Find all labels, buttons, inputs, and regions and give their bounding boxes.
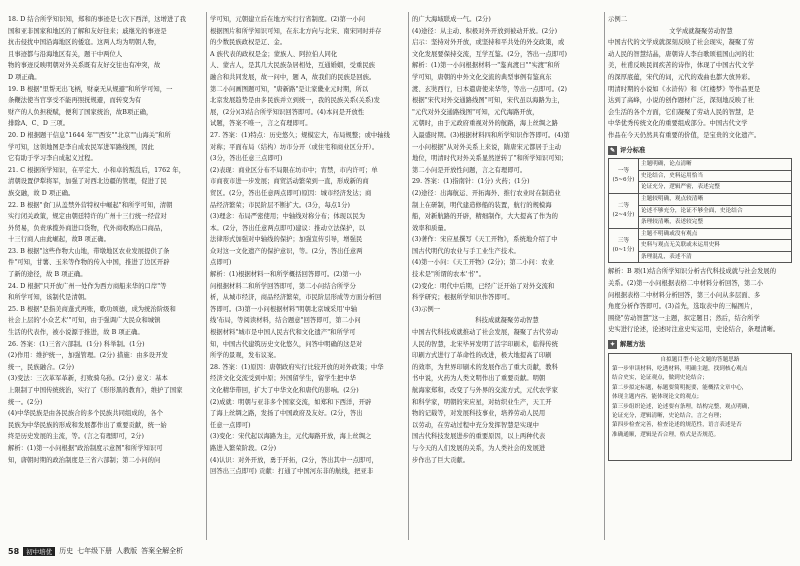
text-line: 国古代科技发展进步的重要原因，以上两种代表 [412,433,546,441]
text-line: 制上在研制，明代建造修船的装置，航行的规模海 [412,201,552,209]
text-line: 角度分析作答即可。(3)首先，选取表中的三幅图片， [608,303,757,311]
grade-label: 七年级下册 [77,547,113,555]
rubric-criterion: 史料与观点无关联或未运用史料 [639,240,792,252]
text-line: 29. 答案：(1)指南针：(1分) 火药；(1分) [412,178,530,186]
text-line: 文学成就凝聚劳动智慧 [669,27,733,35]
method-step: 准确通顺，逻辑是否合理，格式是否规范。 [612,431,720,438]
rubric-criterion: 史论结合，史料运用恰当 [639,170,792,182]
method-step: 论证充分，逻辑清晰，史论结合，言之有理； [612,413,725,420]
text-line: 和所学可知，该制代是清朝。 [8,294,91,302]
text-line: 对称；平面布局（结构）坊市分开（或住宅和商业区分开）。 [210,143,379,151]
text-line: 国和亚非国家和地区的了解和友好往来；戚继光的事迹是 [8,27,167,35]
text-line: 22. B 根据"食门从盖禁外营特权中崛起"和所学可知，清朝 [8,201,173,209]
text-line: 人、蒙古人，是其几大民族杂居相处，互通婚姻，受重民族 [210,62,376,70]
text-line: 展，(2分)(3)结合所学知识回答即可。(4)本问是开放性 [210,108,365,116]
text-line: D 项正确。 [8,73,41,81]
text-line: 民族为中华民族的形成和发展都作出了重要贡献，统一始 [8,421,167,429]
text-line: 路进入繁荣阶段。(2分) [210,444,277,452]
text-line: (2)变化：明代中后期，已经广泛开始了对外交流和 [412,282,555,290]
text-line: 地位，明清时代对外关系显然逆转了"和所学知识可知； [412,155,568,163]
text-line: 了新的途径，故 B 项正确。 [8,271,87,279]
text-line: 26. 答案：(1)三省六部制。(1分) 科举制。(1分) [8,340,145,348]
text-line: 史实进行论述，论述时注意史实运用，史论结合，条理清晰。 [608,326,780,334]
text-line: 融合和共同发展，故一问中，题 A，故我们的民族是回族。 [210,73,376,81]
analysis-text [608,266,794,336]
text-line: 明清时期的小说如《水浒传》和《红楼梦》等作品更是 [608,85,761,93]
method-step: 体现主题内容，能体现论文的观点； [612,394,703,401]
text-line: A 族代表的政权是金；蒙族人、阿拉伯人同化 [210,50,338,58]
text-line: 物的事迹反映明朝对外关系既有友好交往也有冲突，故 [8,62,161,70]
column-2 [210,14,406,478]
text-line: (2)作用：维护统一，加强管理。(2分) 措施：由多设开发 [8,352,168,360]
method-header [608,339,794,351]
brand-label: 初中培优 [23,547,55,556]
text-line: (4)第一小问：《天工开物》(2分)；第二小问：农业 [412,259,554,267]
text-line: 的深厚底蕴，宋代的词，元代的戏曲也都大放异彩。 [608,73,754,81]
text-line: 任意一点即可) [210,421,251,429]
text-line: 实行闭关政策，规定由朝廷特许的广州十三行统一经营对 [8,213,167,221]
text-line: 美，杜甫反映民间疾苦的诗作，体现了中国古代文学 [608,62,754,70]
text-line: 会生活的各个方面，它们凝聚了劳动人民的智慧，是 [608,108,754,116]
text-line: 科技成就凝聚劳动智慧 [475,317,539,325]
text-line: 23. B 根据"这些作物大山地，带墩地区农业发展提供了条 [8,247,170,255]
text-line: 渡、玄奘西行，日本遣唐使来华等，等出一点即可。(2) [412,85,568,93]
text-line: 根据图片和所学知识可知，在东北方向与北宋、南宋同时并存 [210,27,382,35]
text-line: 启示：坚持对外开放，或坚持和平共处的外交政策，或 [412,39,565,47]
text-line: 航海家郑和，改变了与外界的交流方式，元代农学家 [412,387,558,394]
rubric-level [609,159,639,194]
text-line: 所学的景观，发布议案。 [210,352,280,360]
text-line: 外贸易，负责承揽外商进口货物，代外商收购出口商品， [8,224,167,232]
text-line: 动人民的智慧结晶，唐朝诗人李白歌颂祖国山河的壮 [608,50,754,58]
text-line: 与今天的人们发展的关系，为人类社会的发展进 [412,444,546,452]
method-box-title: 自拟题目型小论文题的答题思路 [660,356,740,363]
essay-example-2 [608,14,794,142]
text-line: 答即可。(3)第一小问根据材料"明朝北京城采用'中轴 [210,305,358,313]
lightbulb-icon: ✦ [609,341,616,349]
text-line: 作品在今天仍然具有重要的价值，是宝贵的文化遗产。 [608,131,761,139]
text-line: 了海上丝绸之路，发扬了中国政府及友好。(2分，答出 [210,410,363,418]
text-line: 它有助于学习李自成起义过程。 [8,155,97,163]
text-line: 法律形式加强对中轴线的保护；加强宣传引导，增强民 [210,236,363,244]
text-line: 一小问根据"从对外关系上来说，隋唐宋元都居于主动 [412,143,561,151]
text-line: 文化发展要保持交流，互学互鉴。(2分，答出一点即可) [412,50,568,58]
text-line: 十三行商人由此崛起，故B 项正确。 [8,236,110,244]
method-title: 解题方法 [620,341,646,349]
text-line: 生活的代表作，被小说源于推进，故 B 项正确。 [8,329,144,337]
rubric-title: 评分标准 [620,146,646,154]
method-step: 结合史实，论证观点，做到史论结合； [612,375,708,382]
text-line: 市商夜市进一步发展；商贸活动繁荣到一直，形成新的商 [210,178,369,186]
column-divider [206,12,207,540]
text-line: 试题，答案不唯一，言之有理即可。 [210,120,312,128]
rubric-criterion: 论证充分，逻辑严密，表述完整 [639,182,792,194]
text-line: 解析：B 项(1)结合所学知识分析古代科技成就与社会发展的 [608,268,777,276]
text-line: 科学研究；根据所学知识作答即可。 [412,294,514,302]
text-line: 的效率，为世界印刷术的发展作出了重大贡献，教科 [412,363,558,371]
text-line: (2)表现：商业区分布不局限在坊市中；宵禁，市内许可；单 [210,166,378,174]
text-line: 问根据材料二和所学回答即可，第二小问结合所学分 [210,282,356,290]
rubric-criterion: 主题较明确，观点较清晰 [639,193,792,205]
text-line: 以劳动，在劳动过程中充分发挥智慧是实现中 [412,421,539,429]
text-line: 技术是"所谓的农本'书'"。 [412,271,485,279]
text-line: 点即可) [210,259,232,267]
rubric-row [609,228,792,240]
text-line: 析，从城市经济，商品经济繁荣，市民阶层形成等方面分析回 [210,294,382,302]
rubric-row [609,193,792,205]
text-line: 国古代明代的农业与手工业生产技术。 [412,247,520,255]
text-line: 元朝时，由于元政府重视对外的航路，海上丝绸之路 [412,120,558,128]
text-line: 经济文化交流受到中原；外国留学生，留学生把中华 [210,375,356,383]
text-line: 示例二 [608,16,628,23]
rubric-level-name: 一等 [617,168,630,175]
text-line: 第二小问是开放性问题，言之有理即可。 [412,166,527,174]
text-line: 学可知，这领地图是李自成农民军进军路线图，因此 [8,143,154,151]
text-line: 达到了高峰，小说的创作题材广泛，深刻地反映了社 [608,97,754,105]
text-line: 学可知，元朝建立后在地方实行行省制度。(2)第一小问 [210,16,366,23]
text-line: 北京发展趋势是由多民族并立到统一，我的民族关系(关系)发 [210,97,381,105]
text-line: 21. C 根据所学知识，在平定大、小和卓的叛乱后，1762 年， [8,166,186,174]
text-line: 问根据表格二中材料分析回答，第三小问从多层面、多 [608,291,761,299]
column-4 [608,14,794,461]
text-line: 和科学家，明朝的宋应星，对纺织业生产，天工开 [412,398,552,406]
text-line: 船，对新航路的开辟，精细制作，大大提高了作为的 [412,213,558,221]
text-line: 文化精华带回，扩大了中华文化和唐代的影响。(2分) [210,387,359,394]
text-line: 第二小问画图题可知，"唐新路"是让家畿业元时期，所以 [210,85,369,93]
rubric-header [608,145,794,157]
text-line: 关系。(2)第一小问根据表格二中材料分析回答，第二小 [608,280,764,288]
text-line: 25. B 根据"是指美商蓬式再账，歌功颂德，成为统治阶级和 [8,305,176,313]
text-line: 中国古代科技成就推动了社会发展，凝聚了古代劳动 [412,329,558,337]
rubric-table [608,158,792,263]
text-line: 19. B 根据"里帮无出飞柄，财豪无从规避"和所学可知，一 [8,85,173,93]
text-line: 围绕"劳动智慧"这一主题，拟定题目；然后，结合所学 [608,314,760,322]
text-line: 的少数民族政权是辽、金。 [210,39,287,47]
text-line: 回答出三点即可) 贡献：打通了中国河东非的航线，把亚非 [210,468,374,476]
text-line: 物的记载等，对发展科技事业，培养劳动人民用 [412,410,546,418]
text-line: 贸区。(2分，答出任意两点即可)原因：城市经济发达；商 [210,189,372,197]
text-line: 知，唐朝时期的政治制度是三省六部制；第二小问的问 [8,456,161,464]
text-line: 清朝设置伊犁将军，加强了对西北边疆的管理，促进了民 [8,178,167,186]
text-line: 解析：(1)根据材料一和所学概括回答即可。(2)第一小 [210,271,362,279]
edition-label: 人教版 [116,547,138,555]
text-line: 排除A、C、D 三项。 [8,120,70,128]
rubric-level-score: (0~1分) [612,246,635,253]
text-line: 解析：(1)第一小问根据材料一"鉴真渡日""实渡"和所 [412,62,560,70]
text-line: (3)理念：布局严密使用；中轴线对称分布；体现以民为 [210,213,366,221]
text-line: 上限制了中国传统统治，实行了《形形黑的教育》，维护了国家 [8,387,183,394]
rubric-criterion: 论述不够充分，论证不够全面，史论结合 [639,205,792,217]
text-line: 族交融，故 D 项正确。 [8,189,75,197]
text-line: 的广大海域联成一气。(2分) [412,16,491,23]
rubric-level-score: (5~6分) [612,177,635,184]
subject-label: 历史 [59,547,74,555]
text-line: (4)途径：从主动、积极对外开放到被动开放。(2分) [412,27,558,35]
column-divider [408,12,409,540]
text-line: 24. D 根据"只开放广州一处作为西方商船来华的口岸"等 [8,282,167,290]
method-box [608,353,792,461]
page-footer [8,546,183,556]
text-line: (4)中华民族是由各民族合的多个民族共同组成的，各个 [8,410,164,418]
text-line: (3)著作：宋应星撰写《天工开物》，系统地介绍了中 [412,236,558,244]
rubric-criterion: 主题不明确或没有观点 [639,228,792,240]
text-line: 统一。(2分) [8,398,43,406]
text-line: 知，中国古代建筑历史文化悠久，问答中明确的这是对 [210,340,363,348]
text-line: 解析：(1)第一小问根据"政治制度示意图"和所学知识可 [8,444,163,452]
method-step: 第一步审读材料，吃透材料，明确主题，找到核心观点 [612,366,748,373]
text-line: 18. D 结合所学知识知，郑和的事迹是七次下西洋，这增进了我 [8,16,187,23]
text-line: 抗击侵扰中国沿海地区的倭寇。这两人均为明朝人物， [8,39,161,47]
text-line: 入最盛时期。(3)根据材料四和所学知识作答即可。(4)第 [412,131,570,139]
text-line: "元代对外交通路线图"可知，元代海路开放， [412,108,539,116]
text-line: 本。(2分，答出任意两点即可)建议：推动立法保护，以 [210,224,366,232]
rubric-icon: ✎ [609,146,616,154]
text-line: (3)示例一 [412,305,441,313]
text-line: 终是历史发展的主流，等。(言之有理即可，2分) [8,433,145,441]
text-line: 件"可知，甘薯、玉米等作物的传入中国，推进了边区开辟 [8,259,170,267]
text-line: (3分，答出任意三点即可) [210,155,283,163]
text-line: 品经济繁荣；市民阶层不断扩大。(3分，每点1分) [210,201,351,209]
rubric-criterion: 条理较清晰，表述较完整 [639,217,792,229]
page-number: 58 [8,546,20,556]
method-step: 第四步检查完善，检查论述的规范性，语言表述是否 [612,422,742,429]
column-1 [8,14,204,466]
rubric-level-name: 三等 [617,237,630,244]
text-line: 条鞭法使当官享受不能再照抚规避，而转变为有 [8,97,142,105]
text-line: 步作出了巨大贡献。 [412,456,470,464]
text-line: 书中说，火药为人类文明作出了重要贡献。明朝 [412,375,546,383]
text-line: 中国古代的文学成就深刻反映了社会现实，凝聚了劳 [608,39,754,47]
text-line: 效率和质量。 [412,224,451,232]
column-3 [412,14,602,466]
method-step: 第三步组织论述，论述要有条理，结构完整，观点明确， [612,403,754,410]
text-line: 根据"宋代对外交通路线图"可知，宋代虽以海路为主， [412,97,564,105]
rubric-level-score: (2~4分) [612,211,635,218]
text-line: 27. 答案：(1)特点：历史悠久；规模宏大，布局规整；或中轴线 [210,131,390,139]
text-line: (4)认识：对外开放，勇于开拓，(2分，答出其中一点即可， [210,456,378,464]
text-line: 且事迹都与沿海地区有关，题干中两位人 [8,50,123,58]
rubric-level [609,228,639,263]
section-label: 答案全解全析 [141,547,184,555]
text-line: (2)成就：明朝与亚非多个国家交流，如郑和下西洋，开辟 [210,398,372,406]
text-line: 学可知，唐朝的中外文化交流的典型事例有鉴真东 [412,73,552,81]
text-line: 28. 答案：(1)原因：唐朝政府实行比较开放的对外政策；中华 [210,363,384,371]
rubric-criterion: 主题明确，论点清晰 [639,159,792,171]
rubric-level-name: 二等 [617,203,630,210]
text-line: (3)变法：三次革军革新，打败骑乌孙。(2分) 意义：基本 [8,375,168,383]
text-line: 统一，民族融合。(2分) [8,363,75,371]
rubric-row [609,159,792,171]
text-line: 印刷方式进行了革命性的改进，极大地提高了印刷 [412,352,552,360]
text-line: 根据材料"城市是中国人民古代和文化遗产"和所学可 [210,329,356,337]
rubric-criterion: 条理混乱，表述不清 [639,251,792,263]
text-line: 众对这一文化遗产的保护意识，等。(2分，答出任意两 [210,247,363,255]
text-line: 社会上层的'小众艺术'"可知，由于强调广大民众和城镇 [8,317,161,325]
method-steps [612,365,788,440]
column-divider [604,12,605,540]
text-line: (2)途径：出海航运、开拓海外、推行农业时在制造业 [412,189,561,197]
text-line: 人民的智慧，北宋毕昇发明了活字印刷术，临得传统 [412,340,558,348]
text-line: 财产的人负担税赋，便利了国家统治，故B项正确， [8,108,153,116]
method-step: 第二步拟定标题，标题要简明扼要，能概括文章中心， [612,384,748,391]
text-line: 中华优秀传统文化的重要组成部分。中国古代文学 [608,120,748,128]
rubric-level [609,193,639,228]
text-line: (3)变化：宋代起以海路为主，元代海路开放，海上丝绸之 [210,433,372,441]
text-line: 20. D 根据题干信息"1644 年""西安""北京""山海关"和所 [8,131,171,139]
text-line: 线'布局，等阅读材料，结合题意"回答即可，第二小问 [210,317,361,325]
